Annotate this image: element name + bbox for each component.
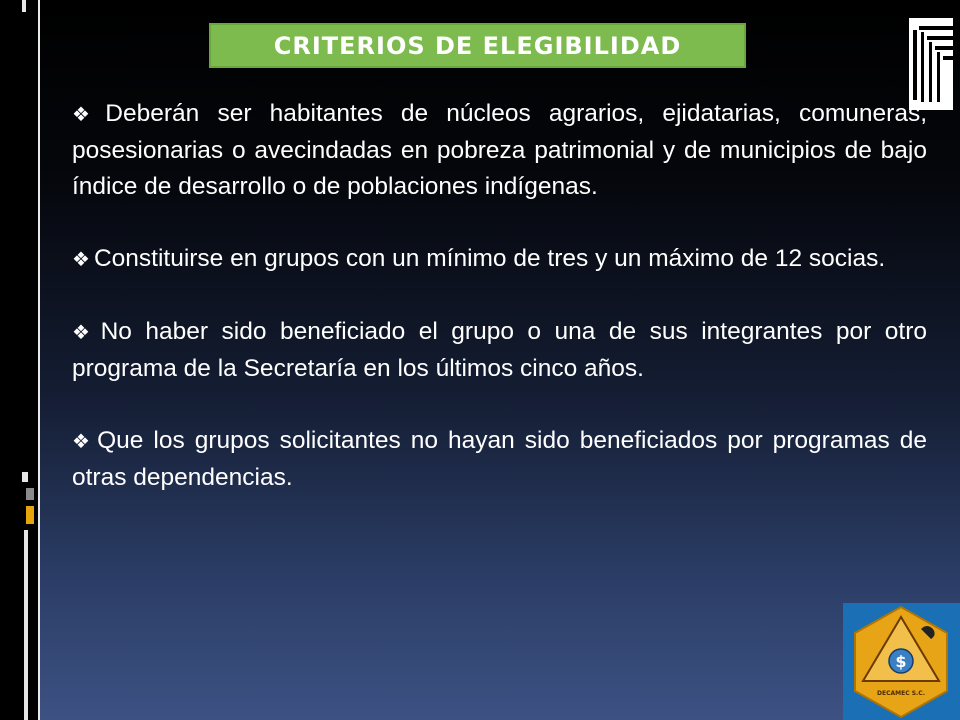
diamond-bullet-icon: ❖ — [72, 249, 90, 271]
strip-segment — [26, 488, 34, 500]
slide-title: CRITERIOS DE ELEGIBILIDAD — [273, 31, 682, 60]
decamec-logo — [843, 603, 960, 720]
criteria-list — [72, 96, 927, 532]
strip-segment — [26, 506, 34, 524]
list-item — [72, 314, 927, 387]
diamond-bullet-icon: ❖ — [72, 322, 97, 344]
svg-text:$: $ — [895, 652, 907, 671]
title-banner — [209, 23, 746, 68]
bullet-text: Constituirse en grupos con un mínimo de tres y un máximo de 12 socias. — [93, 245, 886, 272]
list-item — [72, 241, 927, 278]
diamond-bullet-icon: ❖ — [72, 431, 94, 453]
list-item — [72, 423, 927, 496]
left-decorative-strip — [0, 0, 38, 720]
bullet-text: No haber sido beneficiado el grupo o una de sus integrantes por otro programa de la Secretaría en los últimos cinco años. — [72, 318, 928, 382]
strip-segment — [22, 0, 26, 12]
strip-segment — [24, 530, 28, 720]
list-item — [72, 96, 927, 205]
strip-segment — [22, 472, 28, 482]
diamond-bullet-icon: ❖ — [72, 104, 102, 126]
left-divider-line — [38, 0, 40, 720]
logo-caption: DECAMEC S.C. — [877, 690, 925, 697]
bullet-text: Que los grupos solicitantes no hayan sido beneficiados por programas de otras dependencias. — [72, 427, 927, 491]
bullet-text: Deberán ser habitantes de núcleos agrarios, ejidatarias, comuneras, posesionarias o avecindadas en pobreza patrimonial y de municipios de bajo índice de desarrollo o de poblaciones indígenas. — [72, 100, 927, 200]
